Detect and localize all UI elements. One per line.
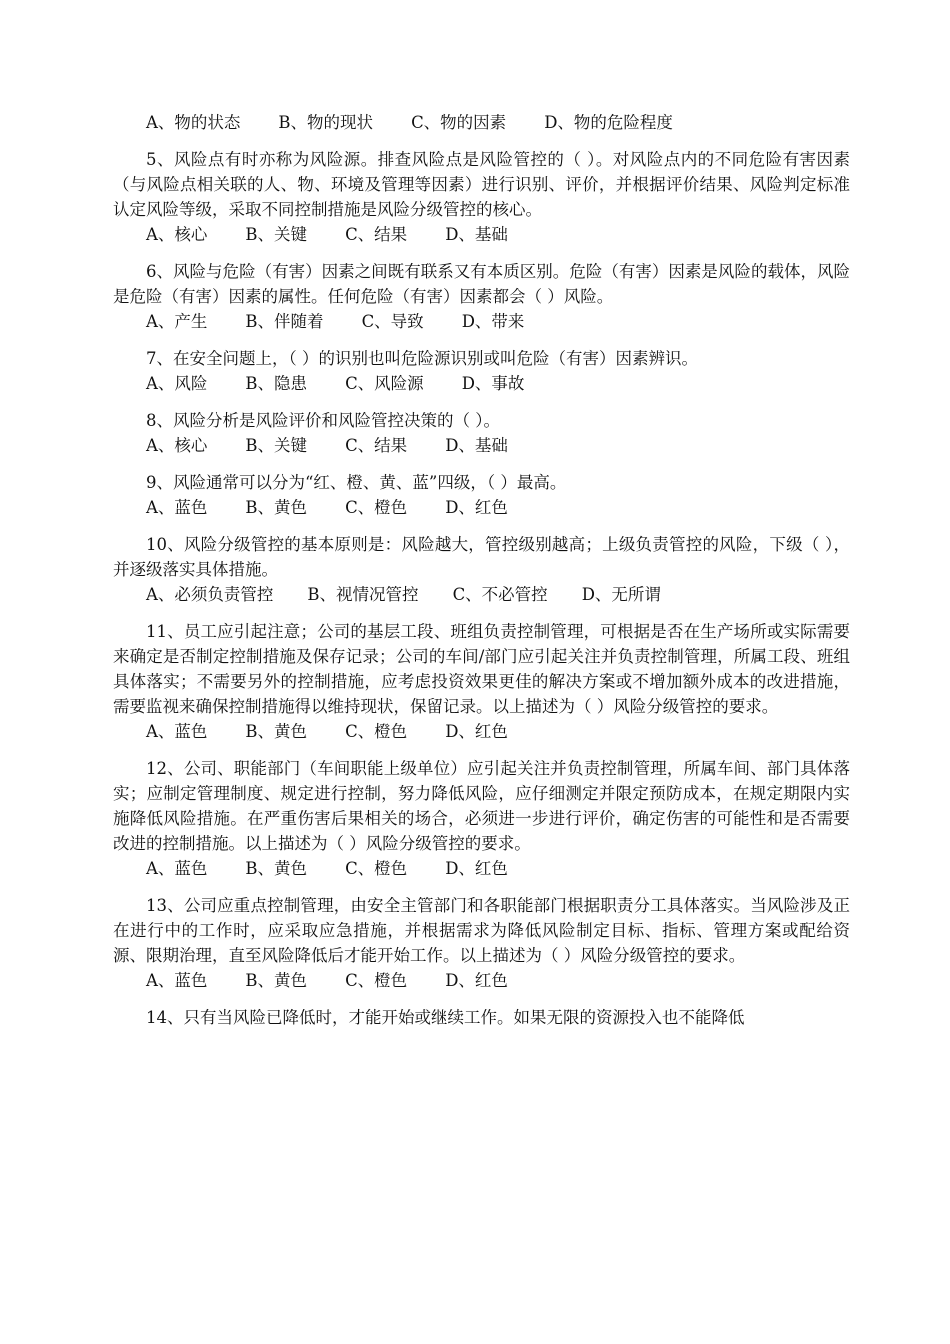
option-a: A、蓝色 [146, 498, 208, 517]
question-7: 7、在安全问题上，（ ）的识别也叫危险源识别或叫危险（有害）因素辨识。 [146, 349, 698, 368]
option-c: C、橙色 [345, 722, 408, 741]
option-a: A、产生 [146, 312, 208, 331]
option-b: B、伴随着 [245, 312, 324, 331]
options-q13 [113, 968, 850, 993]
option-d: D、带来 [461, 312, 525, 331]
option-c: C、橙色 [345, 859, 408, 878]
option-b: B、物的现状 [278, 113, 374, 132]
option-a: A、蓝色 [146, 722, 208, 741]
option-d: D、红色 [445, 859, 508, 878]
options-q6 [113, 309, 850, 334]
option-d: D、无所谓 [581, 585, 661, 604]
option-d: D、红色 [445, 722, 508, 741]
option-c: C、橙色 [345, 971, 408, 990]
options-q10 [113, 582, 850, 607]
option-c: C、结果 [345, 225, 408, 244]
option-b: B、视情况管控 [307, 585, 419, 604]
options-q8 [113, 433, 850, 458]
option-b: B、关键 [245, 225, 308, 244]
options-q4 [113, 110, 850, 135]
options-q12 [113, 856, 850, 881]
options-q11 [113, 719, 850, 744]
option-d: D、红色 [445, 971, 508, 990]
option-b: B、黄色 [245, 971, 308, 990]
option-a: A、核心 [146, 225, 208, 244]
option-a: A、蓝色 [146, 859, 208, 878]
option-b: B、黄色 [245, 722, 308, 741]
question-6: 6、风险与危险（有害）因素之间既有联系又有本质区别。危险（有害）因素是风险的载体，风险是危险（有害）因素的属性。任何危险（有害）因素都会（ ）风险。 [113, 262, 850, 306]
question-8: 8、风险分析是风险评价和风险管控决策的（ ）。 [146, 411, 500, 430]
option-d: D、物的危险程度 [544, 113, 673, 132]
question-9: 9、风险通常可以分为“红、橙、黄、蓝”四级，（ ）最高。 [146, 473, 567, 492]
option-d: D、基础 [445, 225, 508, 244]
question-14: 14、只有当风险已降低时，才能开始或继续工作。如果无限的资源投入也不能降低 [146, 1008, 745, 1027]
option-a: A、核心 [146, 436, 208, 455]
question-12: 12、公司、职能部门（车间职能上级单位）应引起关注并负责控制管理，所属车间、部门具体落实；应制定管理制度、规定进行控制，努力降低风险，应仔细测定并限定预防成本，在规定期限内实施降低风险措施。在严重伤害后果相关的场合，必须进一步进行评价，确定伤害的可能性和是否需要改进的控制措施。以上描述为（ ）风险分级管控的要求。 [113, 759, 850, 853]
option-a: A、风险 [146, 374, 208, 393]
question-5: 5、风险点有时亦称为风险源。排查风险点是风险管控的（ ）。对风险点内的不同危险有害因素（与风险点相关联的人、物、环境及管理等因素）进行识别、评价，并根据评价结果、风险判定标准认定风险等级，采取不同控制措施是风险分级管控的核心。 [113, 150, 850, 219]
options-q9 [113, 495, 850, 520]
option-b: B、关键 [245, 436, 308, 455]
option-c: C、结果 [345, 436, 408, 455]
option-c: C、橙色 [345, 498, 408, 517]
question-11: 11、员工应引起注意；公司的基层工段、班组负责控制管理，可根据是否在生产场所或实际需要来确定是否制定控制措施及保存记录；公司的车间/部门应引起关注并负责控制管理，所属工段、班组具体落实；不需要另外的控制措施，应考虑投资效果更佳的解决方案或不增加额外成本的改进措施，需要监视来确保控制措施得以维持现状，保留记录。以上描述为（ ）风险分级管控的要求。 [113, 622, 850, 716]
option-b: B、黄色 [245, 498, 308, 517]
question-13: 13、公司应重点控制管理，由安全主管部门和各职能部门根据职责分工具体落实。当风险涉及正在进行中的工作时，应采取应急措施，并根据需求为降低风险制定目标、指标、管理方案或配给资源、限期治理，直至风险降低后才能开始工作。以上描述为（ ）风险分级管控的要求。 [113, 896, 850, 965]
option-d: D、基础 [445, 436, 508, 455]
option-c: C、不必管控 [452, 585, 548, 604]
option-a: A、物的状态 [146, 113, 241, 132]
option-d: D、事故 [461, 374, 525, 393]
option-d: D、红色 [445, 498, 508, 517]
options-q7 [113, 371, 850, 396]
option-b: B、黄色 [245, 859, 308, 878]
option-a: A、蓝色 [146, 971, 208, 990]
question-10: 10、风险分级管控的基本原则是：风险越大，管控级别越高；上级负责管控的风险，下级（ ），并逐级落实具体措施。 [113, 535, 850, 579]
option-b: B、隐患 [245, 374, 308, 393]
options-q5 [113, 222, 850, 247]
option-c: C、导致 [361, 312, 424, 331]
option-c: C、风险源 [345, 374, 424, 393]
option-a: A、必须负责管控 [146, 585, 274, 604]
option-c: C、物的因素 [411, 113, 507, 132]
